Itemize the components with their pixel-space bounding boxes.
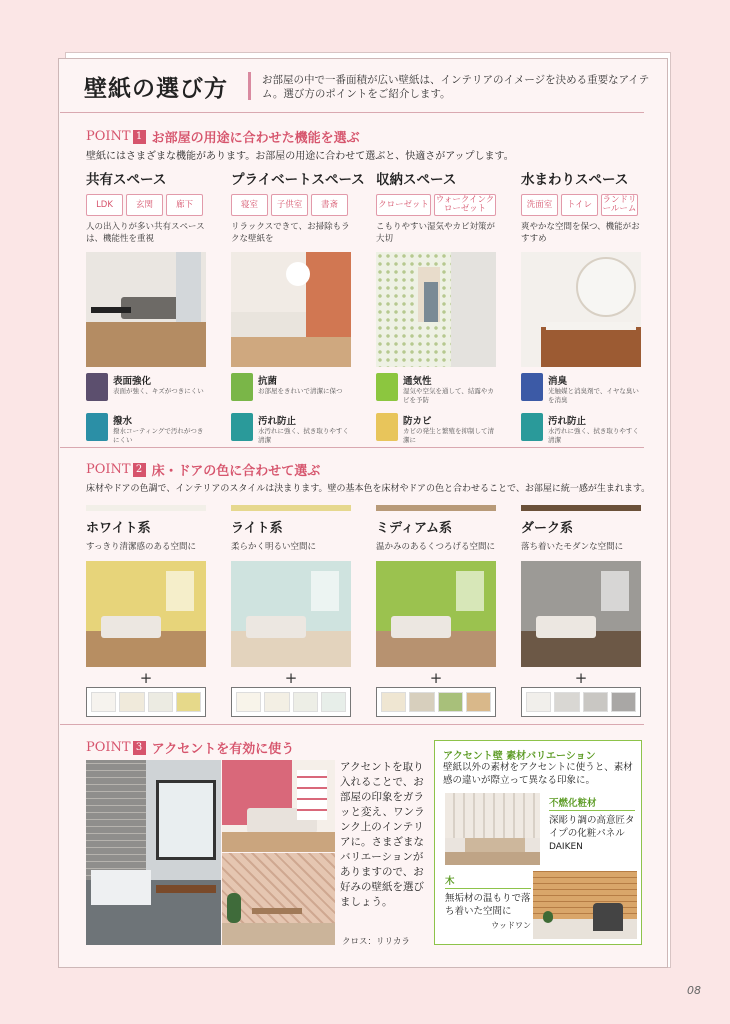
point-number: 1	[133, 130, 146, 144]
room-tag: LDK	[86, 194, 123, 216]
floor-color-bar	[521, 505, 641, 511]
room-photo	[86, 561, 206, 667]
wallpaper-swatch	[236, 692, 261, 712]
color-subtitle: すっきり清潔感のある空間に	[86, 542, 196, 552]
room-tag: ランドリールーム	[602, 195, 637, 214]
color-title: ホワイト系	[86, 521, 151, 536]
feature-name: 表面強化	[113, 376, 152, 387]
title-divider	[248, 72, 251, 100]
wood-label: 木	[445, 873, 531, 889]
material-variation-box	[434, 740, 642, 945]
space-title: 共有スペース	[86, 172, 167, 188]
room-photo	[521, 561, 641, 667]
color-subtitle: 柔らかく明るい空間に	[231, 542, 317, 552]
panel-label: 不燃化粧材	[549, 795, 635, 811]
variation-description: 壁紙以外の素材をアクセントに使うと、素材感の違いが際立って異なる印象に。	[443, 762, 633, 786]
floor-color-bar	[376, 505, 496, 511]
feature-description: 撥水コーティングで汚れがつきにくい	[113, 427, 204, 444]
feature-name: 抗菌	[258, 376, 278, 387]
feature-name: 汚れ防止	[258, 416, 297, 427]
point3-heading	[86, 738, 294, 757]
wallpaper-swatch	[176, 692, 201, 712]
accent-photo-herringbone-room	[222, 853, 335, 945]
antibacterial-icon	[231, 373, 253, 401]
panel-photo	[445, 793, 540, 865]
wood-brand: ウッドワン	[491, 921, 531, 930]
variation-title: アクセント壁 素材バリエーション	[443, 751, 596, 762]
feature-item	[376, 373, 496, 407]
color-column	[86, 505, 206, 717]
room-tag: 洗面室	[521, 194, 558, 216]
feature-name: 撥水	[113, 416, 133, 427]
room-photo	[86, 252, 206, 367]
room-tag: トイレ	[561, 194, 598, 216]
feature-item	[521, 373, 641, 407]
room-tag: 廊下	[166, 194, 203, 216]
room-photo	[231, 252, 351, 367]
point2-description: 床材やドアの色調で、インテリアのスタイルは決まります。壁の基本色を床材やドアの色と合わせることで、お部屋に統一感が生まれます。	[86, 484, 651, 494]
wallpaper-swatch	[611, 692, 636, 712]
point-label: POINT	[86, 740, 131, 755]
feature-description: 光触媒と消臭剤で、イヤな臭いを消臭	[548, 387, 639, 404]
color-subtitle: 温かみのあるくつろげる空間に	[376, 542, 496, 552]
point1-description: 壁紙にはさまざまな機能があります。お部屋の用途に合わせて選ぶと、快適さがアップします。	[86, 151, 514, 162]
space-description: リラックスできて、お掃除もラクな壁紙を	[231, 222, 350, 244]
color-subtitle: 落ち着いたモダンな空間に	[521, 542, 624, 552]
wallpaper-swatch	[438, 692, 463, 712]
feature-item	[231, 413, 351, 447]
plus-sign: +	[284, 669, 298, 687]
feature-description: 水汚れに強く、拭き取りやすく清潔	[258, 427, 349, 444]
space-title: プライベートスペース	[231, 172, 365, 188]
feature-item	[231, 373, 351, 407]
airflow-icon	[376, 373, 398, 401]
space-title: 収納スペース	[376, 172, 457, 188]
feature-item	[521, 413, 641, 447]
space-column	[521, 168, 641, 447]
room-tag: 書斎	[311, 194, 348, 216]
plus-sign: +	[574, 669, 588, 687]
color-title: ライト系	[231, 521, 283, 536]
wallpaper-swatch	[91, 692, 116, 712]
anti-mold-icon	[376, 413, 398, 441]
room-tags	[231, 194, 351, 216]
color-column	[521, 505, 641, 717]
point-title: アクセントを有効に使う	[151, 742, 295, 757]
divider	[60, 724, 644, 725]
feature-description: カビの発生と繁殖を抑制して清潔に	[403, 427, 494, 444]
feature-description: お部屋をきれいで清潔に保つ	[258, 387, 343, 395]
feature-item	[86, 413, 206, 447]
wood-photo	[533, 871, 637, 939]
feature-name: 消臭	[548, 376, 568, 387]
room-tag: ウォークインクローゼット	[435, 195, 495, 214]
wallpaper-swatch	[583, 692, 608, 712]
feature-item	[86, 373, 206, 407]
room-tag: クローゼット	[376, 194, 431, 216]
divider	[60, 447, 644, 448]
space-column	[86, 168, 206, 447]
accent-photo-pink-bedroom	[222, 760, 335, 852]
wood-description: 無垢材の温もりで落ち着いた空間に	[445, 893, 531, 917]
accent-photo-brick-room	[86, 760, 221, 945]
shield-icon	[86, 373, 108, 401]
wallpaper-swatch	[409, 692, 434, 712]
swatch-strip	[376, 687, 496, 717]
color-title: ミディアム系	[376, 521, 453, 536]
page-number: 08	[687, 984, 701, 997]
feature-name: 汚れ防止	[548, 416, 587, 427]
space-description: 爽やかな空間を保つ、機能がおすすめ	[521, 222, 640, 244]
room-tags	[86, 194, 206, 216]
wallpaper-swatch	[466, 692, 491, 712]
wallpaper-swatch	[526, 692, 551, 712]
wallpaper-swatch	[381, 692, 406, 712]
point-title: 床・ドアの色に合わせて選ぶ	[151, 464, 321, 479]
space-description: 人の出入りが多い共有スペースは、機能性を重視	[86, 222, 205, 244]
point1-heading	[86, 127, 360, 146]
deodorize-icon	[521, 373, 543, 401]
floor-color-bar	[86, 505, 206, 511]
space-column	[231, 168, 365, 447]
wallpaper-swatch	[321, 692, 346, 712]
room-photo	[376, 252, 496, 367]
page-title: 壁紙の選び方	[84, 75, 228, 102]
plus-sign: +	[429, 669, 443, 687]
wipe-icon	[521, 413, 543, 441]
feature-name: 通気性	[403, 376, 432, 387]
wipe-icon	[231, 413, 253, 441]
room-tags	[521, 194, 641, 216]
point-number: 3	[133, 741, 146, 755]
color-column	[376, 505, 496, 717]
panel-info	[549, 795, 635, 852]
wallpaper-swatch	[119, 692, 144, 712]
room-photo	[521, 252, 641, 367]
swatch-strip	[521, 687, 641, 717]
point2-heading	[86, 460, 320, 479]
page-intro: お部屋の中で一番面積が広い壁紙は、インテリアのイメージを決める重要なアイテム。選び方のポイントをご紹介します。	[262, 74, 650, 100]
point-label: POINT	[86, 462, 131, 477]
swatch-strip	[86, 687, 206, 717]
room-tag: 子供室	[271, 194, 308, 216]
space-column	[376, 168, 496, 447]
floor-color-bar	[231, 505, 351, 511]
point-number: 2	[133, 463, 146, 477]
water-drop-icon	[86, 413, 108, 441]
divider	[60, 112, 644, 113]
feature-item	[376, 413, 496, 447]
panel-brand: DAIKEN	[549, 842, 583, 852]
feature-name: 防カビ	[403, 416, 432, 427]
panel-description: 深彫り調の高意匠タイプの化粧パネル	[549, 815, 635, 839]
point-label: POINT	[86, 129, 131, 144]
plus-sign: +	[139, 669, 153, 687]
space-title: 水まわりスペース	[521, 172, 629, 188]
room-photo	[231, 561, 351, 667]
wallpaper-swatch	[554, 692, 579, 712]
feature-description: 水汚れに強く、拭き取りやすく清潔	[548, 427, 639, 444]
photo-credit: クロス：リリカラ	[342, 937, 410, 947]
room-tags	[376, 194, 496, 216]
wallpaper-swatch	[293, 692, 318, 712]
feature-description: 湿気や空気を通して、結露やカビを予防	[403, 387, 494, 404]
room-tag: 玄関	[126, 194, 163, 216]
point-title: お部屋の用途に合わせた機能を選ぶ	[151, 131, 360, 146]
swatch-strip	[231, 687, 351, 717]
accent-description: アクセントを取り入れることで、お部屋の印象をガラッと変え、ワンランク上のインテリアに。さまざまなバリエーションがありますので、お好みの壁紙を選びましょう。	[340, 761, 425, 908]
color-title: ダーク系	[521, 521, 574, 536]
room-tag: 寝室	[231, 194, 268, 216]
space-description: こもりやすい湿気やカビ対策が大切	[376, 222, 496, 244]
wood-info	[445, 873, 531, 931]
feature-description: 表面が強く、キズがつきにくい	[113, 387, 204, 395]
wallpaper-swatch	[148, 692, 173, 712]
room-photo	[376, 561, 496, 667]
wallpaper-swatch	[264, 692, 289, 712]
color-column	[231, 505, 351, 717]
